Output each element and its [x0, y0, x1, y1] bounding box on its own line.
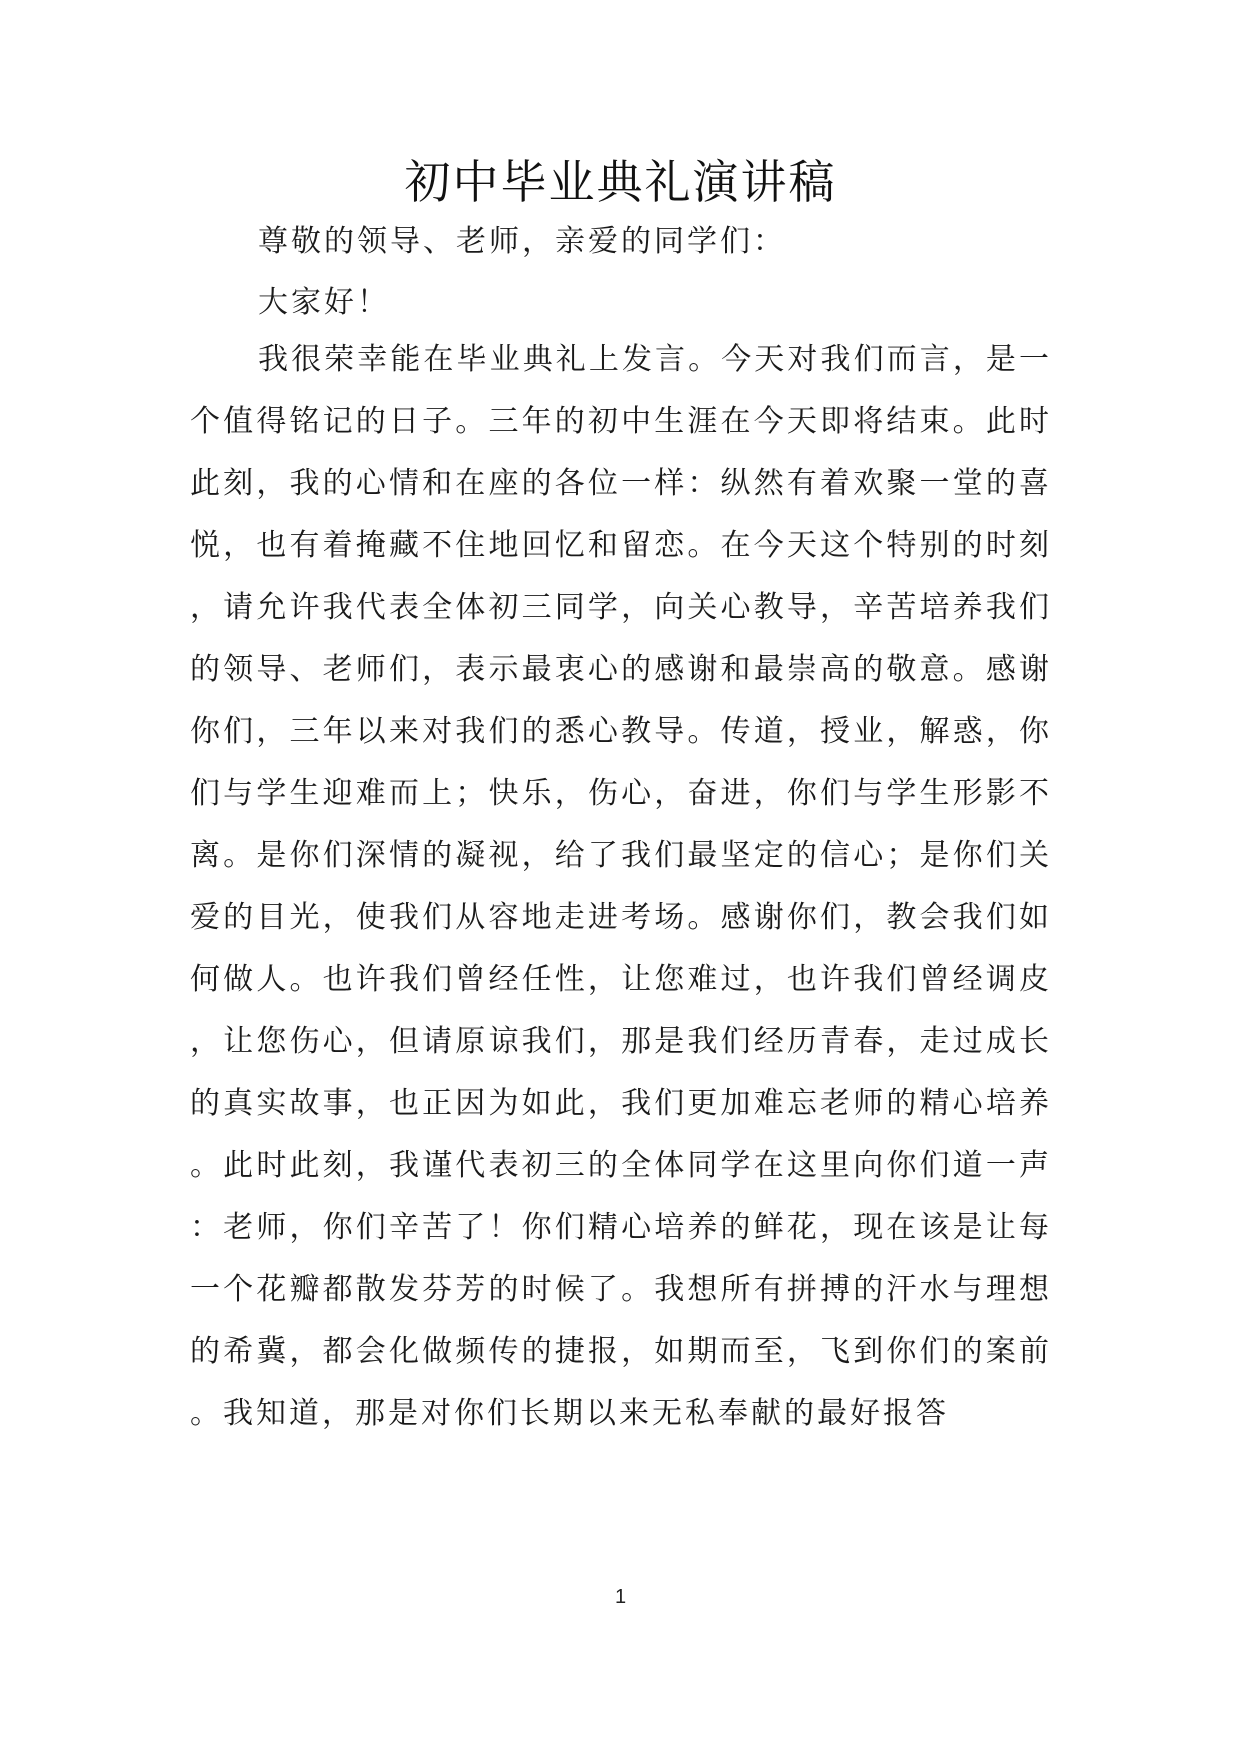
- paragraph-line: 此刻，我的心情和在座的各位一样：纵然有着欢聚一堂的喜: [190, 466, 1050, 501]
- paragraph-line: ，请允许我代表全体初三同学，向关心教导，辛苦培养我们: [190, 590, 1050, 625]
- paragraph-line: 。我知道，那是对你们长期以来无私奉献的最好报答: [190, 1396, 949, 1431]
- paragraph-line: 。此时此刻，我谨代表初三的全体同学在这里向你们道一声: [190, 1148, 1050, 1183]
- paragraph-line: 一个花瓣都散发芬芳的时候了。我想所有拼搏的汗水与理想: [190, 1272, 1050, 1307]
- paragraph-line: 你们，三年以来对我们的悉心教导。传道，授业，解惑，你: [190, 714, 1050, 749]
- paragraph-line: 离。是你们深情的凝视，给了我们最坚定的信心；是你们关: [190, 838, 1050, 873]
- paragraph-line: 的真实故事，也正因为如此，我们更加难忘老师的精心培养: [190, 1086, 1050, 1121]
- paragraph-line: 们与学生迎难而上；快乐，伤心，奋进，你们与学生形影不: [190, 776, 1050, 811]
- paragraph-line: 何做人。也许我们曾经任性，让您难过，也许我们曾经调皮: [190, 962, 1050, 997]
- paragraph-line: 个值得铭记的日子。三年的初中生涯在今天即将结束。此时: [190, 404, 1050, 439]
- document-title: 初中毕业典礼演讲稿: [404, 155, 837, 209]
- paragraph-line: 的希冀，都会化做频传的捷报，如期而至，飞到你们的案前: [190, 1334, 1050, 1369]
- paragraph-line: 爱的目光，使我们从容地走进考场。感谢你们，教会我们如: [190, 900, 1050, 935]
- salutation-line: 尊敬的领导、老师，亲爱的同学们：: [258, 224, 786, 259]
- page-number: 1: [614, 1586, 627, 1608]
- paragraph-line: ，让您伤心，但请原谅我们，那是我们经历青春，走过成长: [190, 1024, 1050, 1059]
- paragraph-line: ：老师，你们辛苦了！你们精心培养的鲜花，现在该是让每: [190, 1210, 1050, 1245]
- greeting-line: 大家好！: [258, 285, 390, 320]
- paragraph-line: 我很荣幸能在毕业典礼上发言。今天对我们而言，是一: [258, 342, 1050, 377]
- paragraph-line: 悦，也有着掩藏不住地回忆和留恋。在今天这个特别的时刻: [190, 528, 1050, 563]
- paragraph-line: 的领导、老师们，表示最衷心的感谢和最崇高的敬意。感谢: [190, 652, 1050, 687]
